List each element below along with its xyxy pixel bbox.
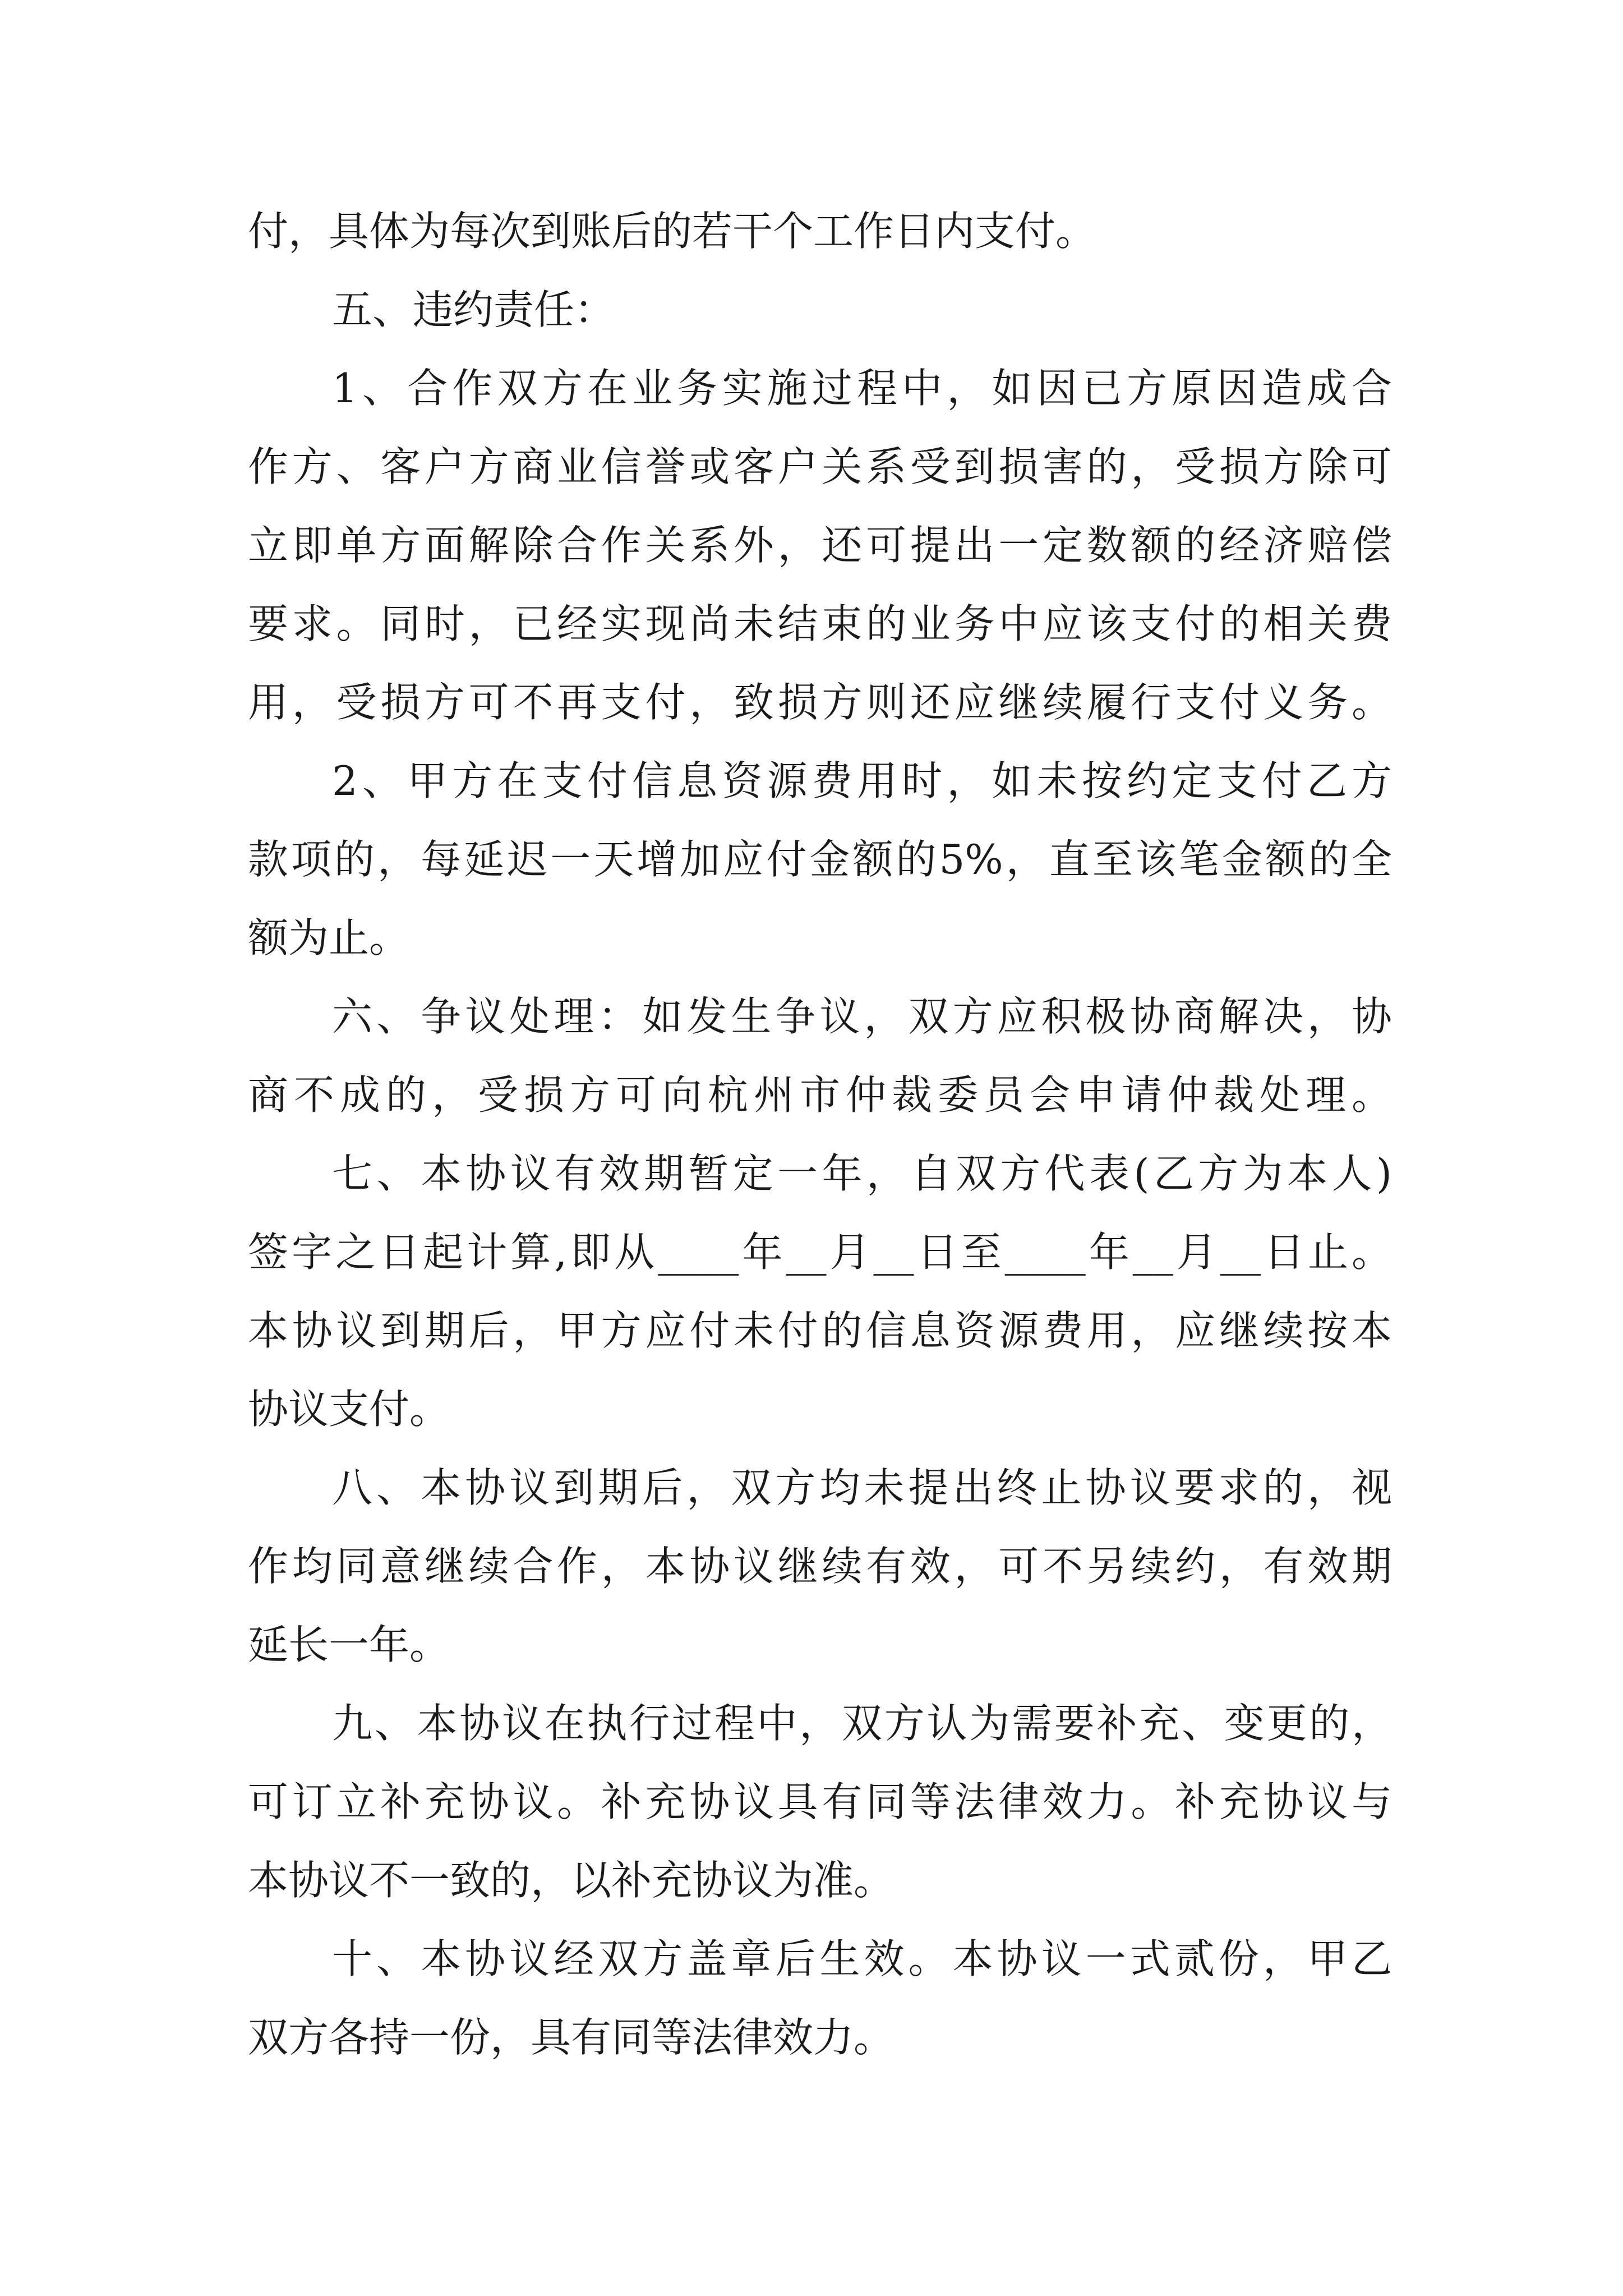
text-line: 立即单方面解除合作关系外，还可提出一定数额的经济赔偿 xyxy=(248,522,1392,569)
text-line: 额为止。 xyxy=(248,914,410,961)
section-heading: 五、违约责任： xyxy=(332,286,615,333)
text-line: 协议支付。 xyxy=(248,1386,450,1433)
text-line: 1、合作双方在业务实施过程中，如因已方原因造成合 xyxy=(332,365,1392,412)
text-line: 六、争议处理：如发生争议，双方应积极协商解决，协 xyxy=(332,993,1392,1040)
text-line: 本协议不一致的，以补充协议为准。 xyxy=(248,1857,895,1904)
text-line: 九、本协议在执行过程中，双方认为需要补充、变更的， xyxy=(332,1700,1392,1747)
text-line: 可订立补充协议。补充协议具有同等法律效力。补充协议与 xyxy=(248,1778,1392,1825)
text-line: 八、本协议到期后，双方均未提出终止协议要求的，视 xyxy=(332,1464,1392,1511)
text-line: 本协议到期后，甲方应付未付的信息资源费用，应继续按本 xyxy=(248,1307,1392,1354)
text-line: 付，具体为每次到账后的若干个工作日内支付。 xyxy=(248,208,1096,255)
text-line: 作均同意继续合作，本协议继续有效，可不另续约，有效期 xyxy=(248,1543,1392,1590)
text-line: 商不成的，受损方可向杭州市仲裁委员会申请仲裁处理。 xyxy=(248,1071,1392,1119)
text-line: 要求。同时，已经实现尚未结束的业务中应该支付的相关费 xyxy=(248,600,1392,647)
text-line: 十、本协议经双方盖章后生效。本协议一式贰份，甲乙 xyxy=(332,1935,1392,1982)
text-line: 双方各持一份，具有同等法律效力。 xyxy=(248,2014,895,2061)
text-line: 作方、客户方商业信誉或客户关系受到损害的，受损方除可 xyxy=(248,443,1392,490)
text-line: 用，受损方可不再支付，致损方则还应继续履行支付义务。 xyxy=(248,679,1392,726)
text-line: 七、本协议有效期暂定一年，自双方代表(乙方为本人) xyxy=(332,1150,1392,1197)
text-line: 2、甲方在支付信息资源费用时，如未按约定支付乙方 xyxy=(332,757,1392,804)
text-line: 款项的，每延迟一天增加应付金额的5%，直至该笔金额的全 xyxy=(248,836,1392,883)
text-line: 延长一年。 xyxy=(248,1621,450,1668)
date-range-line: 签字之日起计算,即从____年__月__日至____年__月__日止。 xyxy=(248,1228,1392,1276)
